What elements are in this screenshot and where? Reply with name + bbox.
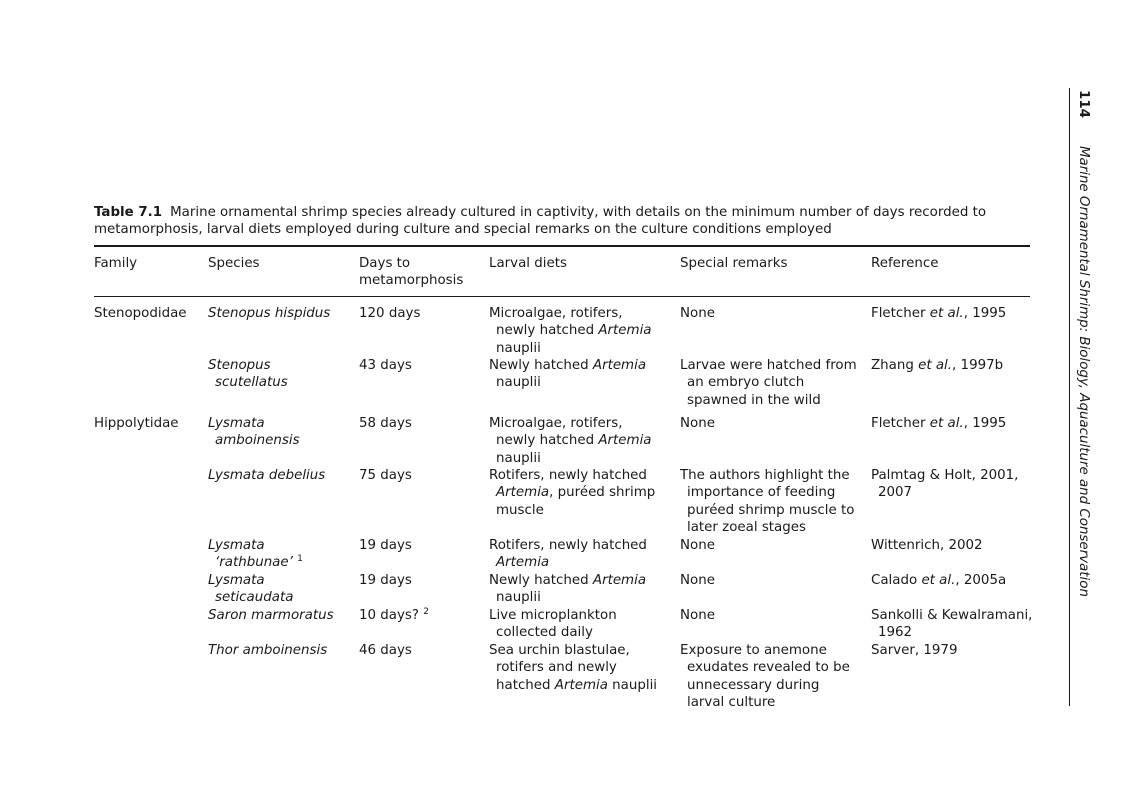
cell-reference (871, 572, 1006, 589)
cell-reference (871, 305, 1006, 322)
species-line: Lysmata debelius (208, 468, 326, 483)
diet-line-part: Artemia (496, 555, 550, 571)
running-head-rule (1069, 88, 1070, 706)
species-line: Lysmata (208, 538, 265, 553)
cell-remarks (680, 572, 715, 589)
reference-line (871, 357, 1003, 374)
cell-reference (871, 607, 1032, 642)
cell-diets (489, 642, 657, 694)
diet-line-part: Microalgae, rotifers, (489, 416, 623, 431)
species-line: amboinensis (215, 433, 300, 449)
cell-diets (489, 572, 646, 607)
remark-line: None (680, 416, 715, 431)
diet-line-part: nauplii (496, 590, 541, 606)
species-line: Lysmata (208, 416, 265, 431)
reference-line (871, 537, 983, 554)
diet-line-part: nauplii (496, 375, 541, 391)
table-caption (94, 204, 1034, 238)
diet-line (489, 484, 655, 501)
cell-diets (489, 305, 652, 357)
reference-line-part: et al. (929, 416, 964, 431)
header-species: Species (208, 256, 260, 271)
diet-line (489, 432, 652, 449)
diet-line-part: muscle (496, 502, 544, 518)
cell-remarks (680, 415, 715, 432)
remark-line: spawned in the wild (687, 392, 821, 408)
cell-diets (489, 467, 655, 519)
cell-species (208, 642, 327, 659)
remark-line: later zoeal stages (687, 520, 806, 536)
species-line: scutellatus (215, 375, 288, 391)
diet-line-part: Artemia (554, 677, 608, 693)
diet-line (489, 322, 652, 339)
remark-line: exudates revealed to be (687, 660, 850, 676)
diet-line-part: nauplii (496, 340, 541, 356)
diet-line (489, 537, 647, 554)
diet-line-part: Live microplankton (489, 608, 617, 623)
reference-line-part: Zhang (871, 358, 919, 373)
cell-remarks (680, 642, 850, 712)
cell-species (208, 415, 300, 450)
reference-line-part: Fletcher (871, 416, 930, 431)
diet-line-part: Artemia (592, 573, 647, 588)
cell-reference (871, 537, 983, 554)
species-line: Stenopus (208, 358, 271, 373)
cell-species (208, 537, 303, 572)
remark-line: Exposure to anemone (680, 643, 827, 658)
cell-days: 43 days (359, 358, 412, 373)
remark-line: None (680, 608, 715, 623)
cell-days: 75 days (359, 468, 412, 483)
book-title: Marine Ornamental Shrimp: Biology, Aquaculture and Conservation (1076, 145, 1091, 597)
table-top-rule (94, 245, 1030, 247)
reference-line-part: et al. (921, 573, 956, 588)
cell-diets (489, 415, 652, 467)
diet-line (489, 642, 657, 659)
reference-line (871, 642, 957, 659)
diet-line (489, 374, 646, 391)
cell-diets (489, 357, 646, 392)
diet-line (489, 450, 652, 467)
diet-line (489, 415, 652, 432)
reference-line-part: Palmtag & Holt, 2001, (871, 468, 1019, 483)
cell-species (208, 357, 288, 392)
header-remarks: Special remarks (680, 256, 788, 271)
reference-line-part: , 1995 (963, 416, 1007, 431)
diet-line (489, 659, 657, 676)
cell-reference (871, 415, 1006, 432)
reference-line-part: , 1997b (952, 358, 1004, 373)
diet-line-part: Microalgae, rotifers, (489, 306, 623, 321)
diet-line (489, 589, 646, 606)
remark-line: unnecessary during (687, 677, 820, 693)
cell-diets (489, 607, 617, 642)
cell-family: Stenopodidae (94, 306, 187, 321)
diet-line-part: newly hatched (496, 323, 599, 339)
remark-line: None (680, 573, 715, 588)
cell-days: 120 days (359, 306, 421, 321)
species-line: Lysmata (208, 573, 265, 588)
header-family: Family (94, 256, 138, 271)
header-days: Days to metamorphosis (359, 256, 464, 289)
diet-line-part: Rotifers, newly hatched (489, 538, 647, 553)
reference-line (871, 607, 1032, 624)
diet-line-part: Artemia (598, 323, 652, 339)
cell-species (208, 607, 334, 624)
cell-remarks (680, 467, 854, 537)
diet-line-part: newly hatched (496, 433, 599, 449)
diet-line (489, 607, 617, 624)
cell-days: 19 days (359, 573, 412, 588)
days-footnote: 2 (423, 607, 430, 617)
diet-line-part: Rotifers, newly hatched (489, 468, 647, 483)
diet-line (489, 554, 647, 571)
remark-line: None (680, 538, 715, 553)
diet-line (489, 572, 646, 589)
diet-line-part: , puréed shrimp (549, 485, 656, 501)
cell-reference (871, 642, 957, 659)
reference-line-part: Wittenrich, 2002 (871, 538, 983, 553)
cell-remarks (680, 357, 857, 409)
remark-line: larval culture (687, 695, 776, 711)
species-footnote: 1 (297, 554, 303, 565)
reference-line (871, 624, 1032, 641)
cell-diets (489, 537, 647, 572)
remark-line: None (680, 306, 715, 321)
page-number: 114 (1076, 90, 1091, 118)
reference-line (871, 572, 1006, 589)
diet-line-part: Newly hatched (489, 358, 593, 373)
reference-line (871, 305, 1006, 322)
header-diets: Larval diets (489, 256, 567, 271)
diet-line-part: Newly hatched (489, 573, 593, 588)
reference-line-part: 1962 (878, 625, 913, 641)
remark-line: puréed shrimp muscle to (687, 502, 855, 518)
remark-line: Larvae were hatched from (680, 358, 857, 373)
reference-line (871, 467, 1018, 484)
reference-line-part: Fletcher (871, 306, 930, 321)
reference-line (871, 415, 1006, 432)
diet-line-part: Artemia (598, 433, 652, 449)
diet-line-part: Artemia (496, 485, 550, 501)
cell-remarks (680, 607, 715, 624)
diet-line (489, 467, 655, 484)
cell-days: 10 days? $^2$ (359, 607, 430, 623)
species-line: Thor amboinensis (208, 643, 328, 658)
cell-days: 58 days (359, 416, 412, 431)
cell-family: Hippolytidae (94, 416, 179, 431)
cell-reference (871, 357, 1003, 374)
species-line: seticaudata (215, 590, 294, 606)
cell-remarks (680, 305, 715, 322)
diet-line-part: nauplii (496, 450, 541, 466)
caption-text: Marine ornamental shrimp species already cultured in captivity, with details on the minimum number of days recorded to metamorphosis, larval diets employed during culture and special remarks on the culture conditions employed (94, 205, 987, 237)
reference-line-part: Calado (871, 573, 922, 588)
remark-line: The authors highlight the (680, 468, 850, 483)
diet-line (489, 624, 617, 641)
diet-line-part: rotifers and newly (496, 660, 617, 676)
diet-line (489, 357, 646, 374)
reference-line-part: et al. (929, 306, 964, 321)
species-line: ‘rathbunae’ $^1$ (215, 554, 303, 571)
cell-remarks (680, 537, 715, 554)
reference-line-part: 2007 (878, 485, 913, 501)
cell-days: 19 days (359, 538, 412, 553)
species-line: Stenopus hispidus (208, 306, 331, 321)
running-head (1074, 90, 1092, 597)
species-line: Saron marmoratus (208, 608, 334, 623)
diet-line-part: Artemia (592, 358, 647, 373)
cell-species (208, 572, 293, 607)
remark-line: importance of feeding (687, 485, 836, 501)
reference-line-part: Sankolli & Kewalramani, (871, 608, 1033, 623)
table-label: Table 7.1 (94, 205, 163, 220)
table-header-rule (94, 296, 1030, 297)
diet-line (489, 340, 652, 357)
remark-line: an embryo clutch (687, 375, 805, 391)
diet-line (489, 305, 652, 322)
diet-line (489, 677, 657, 694)
cell-species (208, 305, 330, 322)
reference-line-part: et al. (918, 358, 953, 373)
header-reference: Reference (871, 256, 939, 271)
reference-line-part: , 2005a (955, 573, 1007, 588)
diet-line-part: hatched (496, 677, 555, 693)
cell-days: 46 days (359, 643, 412, 658)
reference-line (871, 484, 1018, 501)
reference-line-part: Sarver, 1979 (871, 643, 958, 658)
cell-species (208, 467, 325, 484)
diet-line-part: collected daily (496, 625, 593, 641)
diet-line-part: nauplii (607, 677, 658, 693)
diet-line-part: Sea urchin blastulae, (489, 643, 630, 658)
diet-line (489, 502, 655, 519)
reference-line-part: , 1995 (963, 306, 1007, 321)
cell-reference (871, 467, 1018, 502)
